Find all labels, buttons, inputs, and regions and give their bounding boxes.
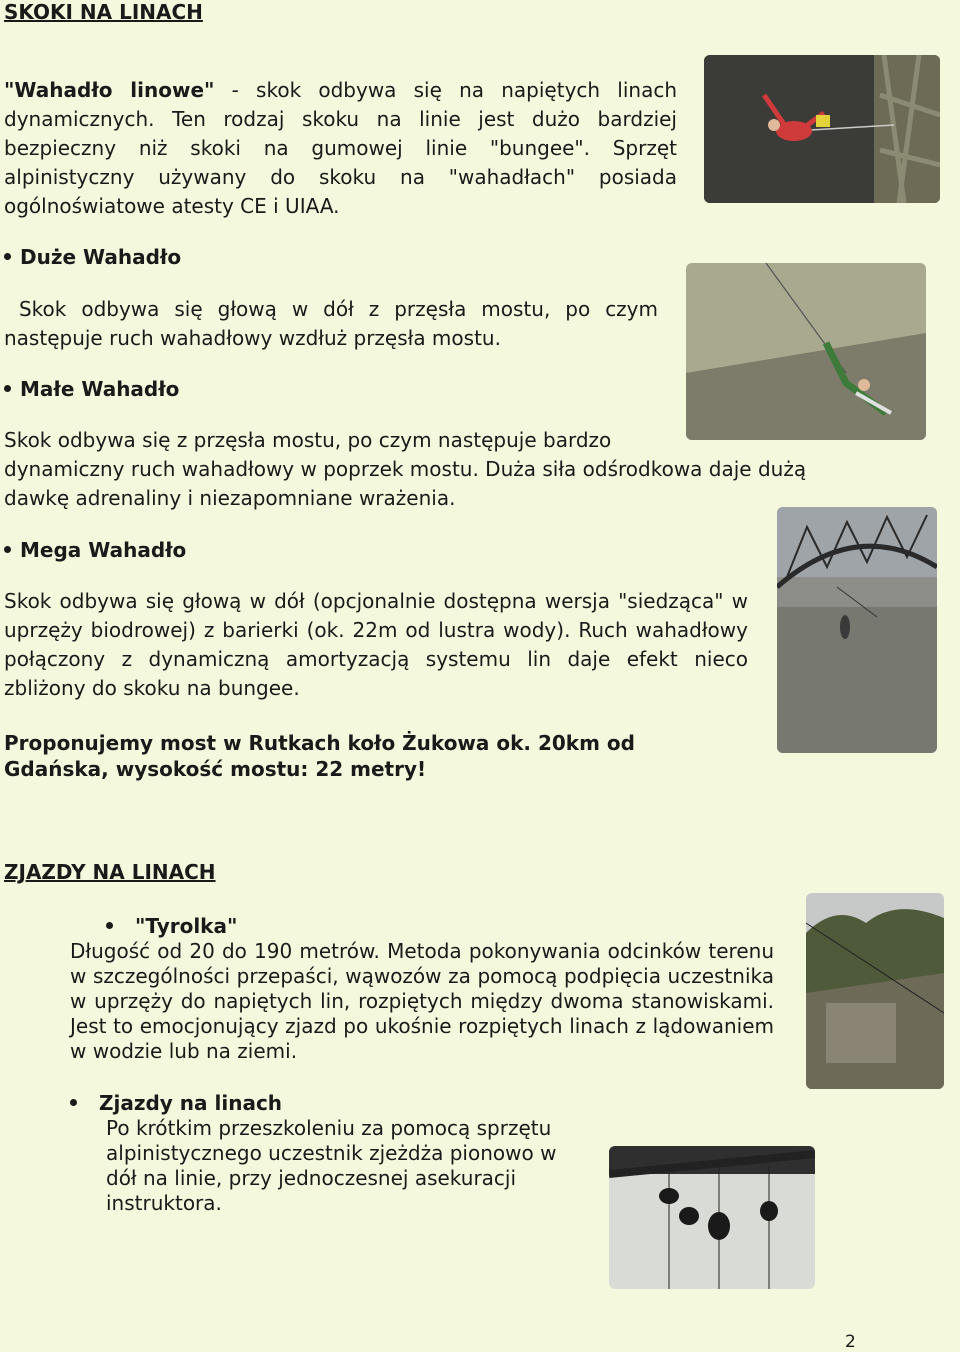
bullet-male-wahadlo bbox=[4, 377, 179, 401]
tyrolka-text: Długość od 20 do 190 metrów. Metoda pokonywania odcinków terenu w szczególności przepaści, wąwozów za pomocą podpięcia uczestnika w uprzęży do napiętych lin, rozpiętych między dwoma stanowiskami. Jest to emocjonujący zjazd po ukośnie rozpiętych linach z lądowaniem w wodzie lub na ziemi. bbox=[70, 939, 774, 1063]
bullet-duze-wahadlo bbox=[4, 245, 181, 269]
bullet-title: "Tyrolka" bbox=[135, 914, 238, 938]
photo-big-pendulum bbox=[686, 263, 926, 440]
photo-mega-pendulum bbox=[777, 507, 937, 753]
bullet-dot-icon bbox=[4, 546, 11, 553]
bullet-tyrolka bbox=[106, 914, 237, 938]
bullet-zjazdy bbox=[70, 1091, 282, 1115]
duze-wahadlo-text: Skok odbywa się głową w dół z przęsła mostu, po czym następuje ruch wahadłowy wzdłuż przęsła mostu. bbox=[4, 297, 665, 350]
bullet-dot-icon bbox=[106, 922, 113, 929]
bullet-title: Zjazdy na linach bbox=[99, 1091, 283, 1115]
bullet-title: Małe Wahadło bbox=[20, 377, 180, 401]
mega-wahadlo-text: Skok odbywa się głową w dół (opcjonalnie dostępna wersja "siedząca" w uprzęży biodrowej) z barierki (ok. 22m od lustra wody). Ruch wahadłowy połączony z dynamiczną amortyzacją systemu lin daje efekt nieco zbliżony do skoku na bungee. bbox=[4, 589, 748, 700]
bullet-title: Mega Wahadło bbox=[20, 538, 187, 562]
bullet-mega-wahadlo bbox=[4, 538, 186, 562]
intro-paragraph bbox=[4, 76, 677, 221]
page-number: 2 bbox=[845, 1332, 856, 1352]
male-wahadlo-line1: Skok odbywa się z przęsła mostu, po czym następuje bardzo bbox=[4, 428, 612, 452]
photo-pendulum-jump bbox=[704, 55, 940, 203]
proposal-text: Proponujemy most w Rutkach koło Żukowa ok. 20km od Gdańska, wysokość mostu: 22 metry! bbox=[4, 731, 635, 781]
photo-rappelling bbox=[609, 1146, 815, 1289]
section-title-skoki: SKOKI NA LINACH bbox=[4, 0, 203, 24]
photo-tyrolka bbox=[806, 893, 944, 1089]
bullet-title: Duże Wahadło bbox=[20, 245, 182, 269]
bullet-dot-icon bbox=[4, 253, 11, 260]
intro-bold: "Wahadło linowe" bbox=[4, 78, 215, 102]
zjazdy-text: Po krótkim przeszkoleniu za pomocą sprzętu alpinistycznego uczestnik zjeżdża pionowo w dół na linie, przy jednoczesnej asekuracji instruktora. bbox=[106, 1116, 557, 1215]
bullet-dot-icon bbox=[4, 385, 11, 392]
male-wahadlo-rest: dynamiczny ruch wahadłowy w poprzek mostu. Duża siła odśrodkowa daje dużą dawkę adrenaliny i niezapomniane wrażenia. bbox=[4, 457, 807, 510]
intro-text: - skok odbywa się na napiętych linach dynamicznych. Ten rodzaj skoku na linie jest dużo bardziej bezpieczny niż skoki na gumowej linie "bungee". Sprzęt alpinistyczny używany do skoku na "wahadłach" posiada ogólnoświatowe atesty CE i UIAA. bbox=[4, 78, 677, 218]
bullet-dot-icon bbox=[70, 1099, 77, 1106]
section-title-zjazdy: ZJAZDY NA LINACH bbox=[4, 860, 216, 884]
